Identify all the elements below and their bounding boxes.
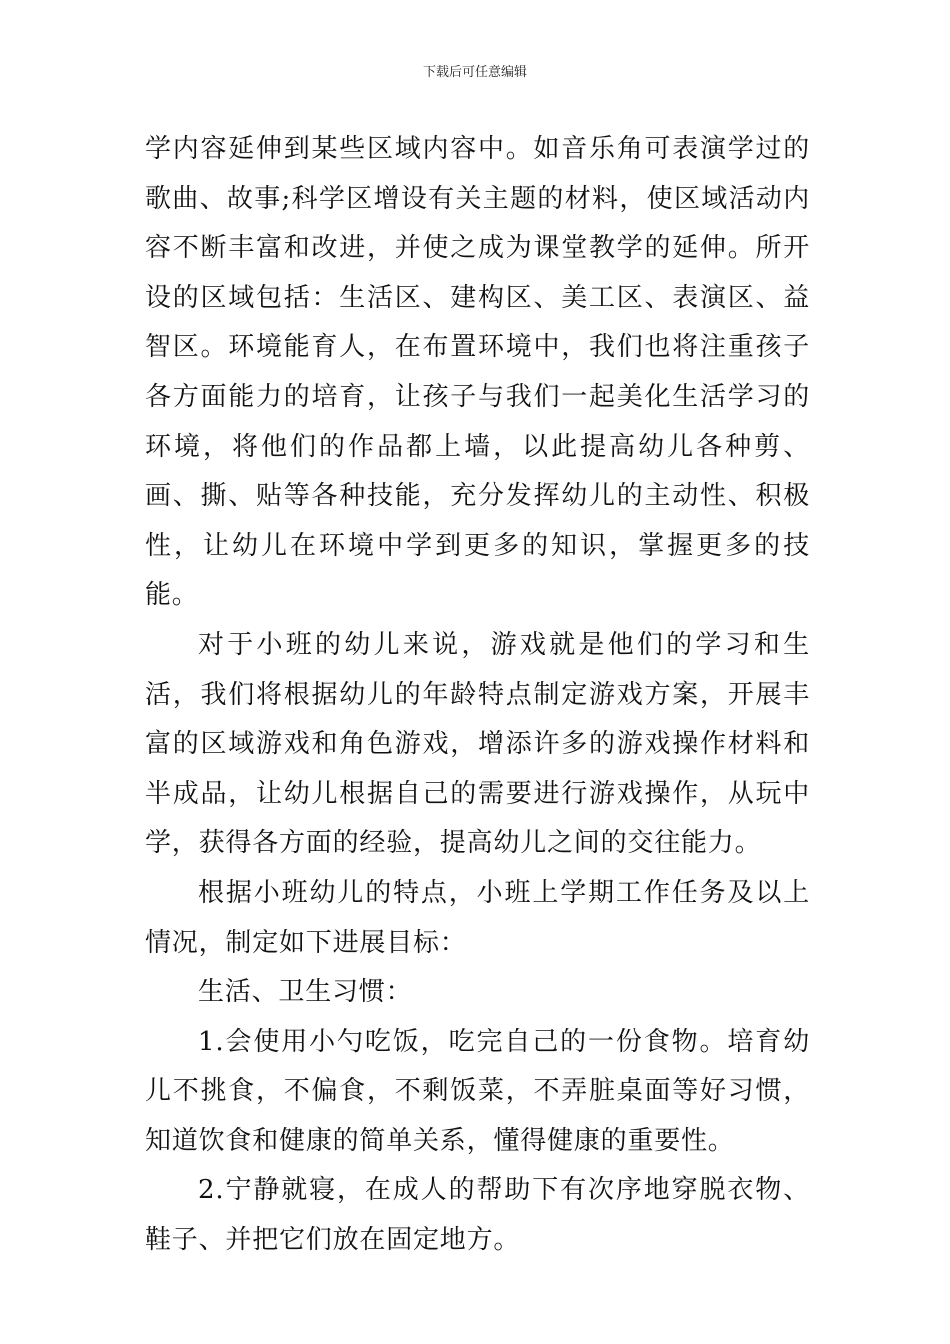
paragraph-games: 对于小班的幼儿来说，游戏就是他们的学习和生活，我们将根据幼儿的年龄特点制定游戏方案，开展丰富的区域游戏和角色游戏，增添许多的游戏操作材料和半成品，让幼儿根据自己的需要进行游戏操作，从玩中学，获得各方面的经验，提高幼儿之间的交往能力。 xyxy=(145,629,810,859)
paragraph-goals-intro: 根据小班幼儿的特点，小班上学期工作任务及以上情况，制定如下进展目标： xyxy=(145,877,810,958)
section-heading-habits: 生活、卫生习惯： xyxy=(198,977,413,1008)
paragraph-areas-environment: 学内容延伸到某些区域内容中。如音乐角可表演学过的歌曲、故事;科学区增设有关主题的材料，使区域活动内容不断丰富和改进，并使之成为课堂教学的延伸。所开设的区域包括：生活区、建构区、美工区、表演区、益智区。环境能育人，在布置环境中，我们也将注重孩子各方面能力的培育，让孩子与我们一起美化生活学习的环境，将他们的作品都上墙，以此提高幼儿各种剪、画、撕、贴等各种技能，充分发挥幼儿的主动性、积极性，让幼儿在环境中学到更多的知识，掌握更多的技能。 xyxy=(145,134,810,611)
document-body xyxy=(145,125,810,1266)
page-header: 下载后可任意编辑 xyxy=(422,65,527,80)
list-item-eating: 1.会使用小勺吃饭，吃完自己的一份食物。培育幼儿不挑食，不偏食，不剩饭菜，不弄脏桌面等好习惯，知道饮食和健康的简单关系，懂得健康的重要性。 xyxy=(145,1026,810,1156)
list-item-sleeping: 2.宁静就寝，在成人的帮助下有次序地穿脱衣物、鞋子、并把它们放在固定地方。 xyxy=(145,1175,810,1256)
